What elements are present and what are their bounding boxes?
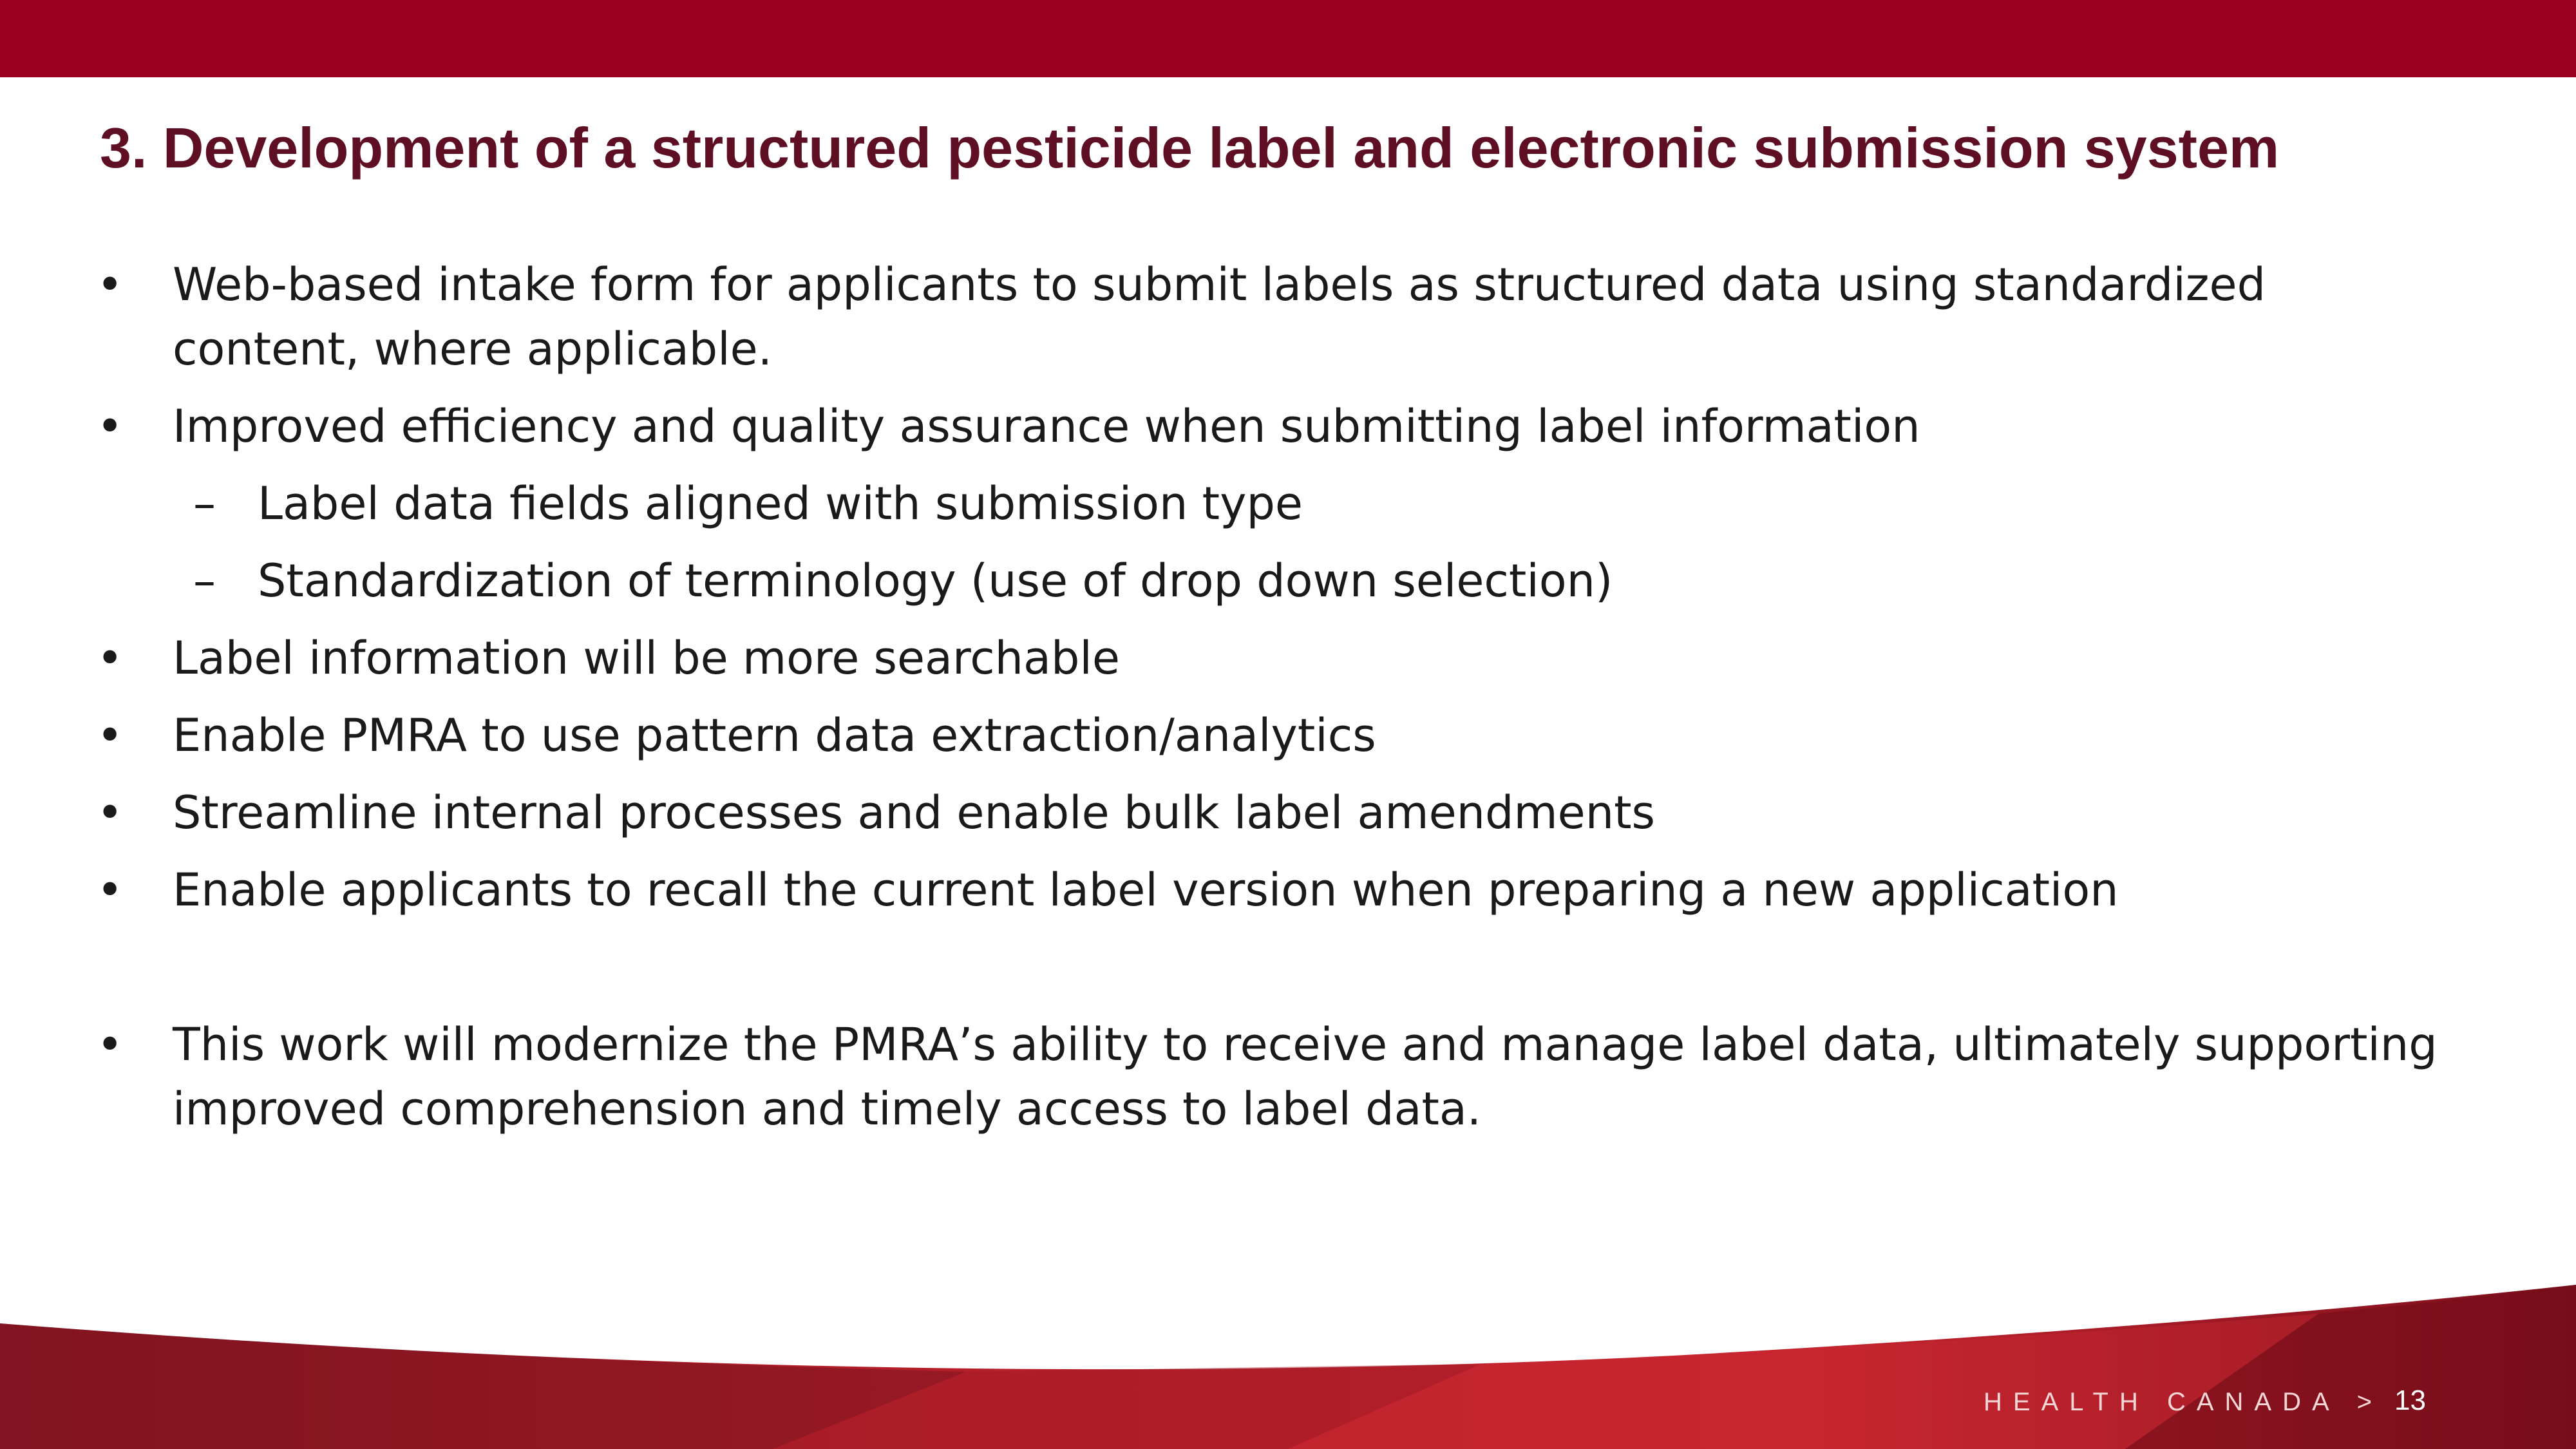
bullet-marker: • [97,1018,124,1071]
bullet-text-line: This work will modernize the PMRA’s ability to receive and manage label data, ultimately supporting [173,1018,2438,1071]
sub-bullet-text: Label data fields aligned with submission type [258,477,1303,530]
bullet-marker: • [97,258,124,311]
bullet-text-line: Improved efficiency and quality assurance when submitting label information [173,400,1920,453]
bullet-text-line: Label information will be more searchable [173,632,1120,685]
bullet-text-line: Web-based intake form for applicants to submit labels as structured data using standardized [173,258,2266,311]
bullet-marker: • [97,632,124,685]
bullet-item [97,781,2479,845]
sub-bullet-text: Standardization of terminology (use of drop down selection) [258,554,1613,607]
top-banner [0,0,2576,77]
bullet-text-line: Streamline internal processes and enable bulk label amendments [173,786,1656,839]
bullet-item [97,1012,2479,1141]
bullet-item [97,858,2479,922]
sub-bullet-marker: – [193,554,216,607]
footer-brand-wordmark: HEALTH CANADA > [1984,1388,2383,1416]
sub-bullet-item [193,471,2479,536]
footer-wave [0,1282,2576,1449]
sub-bullet-marker: – [193,477,216,530]
bullet-marker: • [97,864,124,916]
bullet-item [97,394,2479,459]
bullet-text-line: content, where applicable. [173,323,772,375]
bullet-item [97,252,2479,381]
bullet-item [97,626,2479,690]
bullet-marker: • [97,709,124,762]
bullet-text-line: Enable PMRA to use pattern data extraction/analytics [173,709,1376,762]
sub-bullet-item [193,549,2479,613]
bullet-item [97,703,2479,768]
bullet-text-line: improved comprehension and timely access to label data. [173,1083,1482,1135]
bullet-marker: • [97,400,124,453]
page-number: 13 [2394,1385,2426,1416]
bullet-text-line: Enable applicants to recall the current label version when preparing a new application [173,864,2119,916]
slide-title: 3. Development of a structured pesticide label and electronic submission system [100,116,2280,180]
bullet-marker: • [97,786,124,839]
